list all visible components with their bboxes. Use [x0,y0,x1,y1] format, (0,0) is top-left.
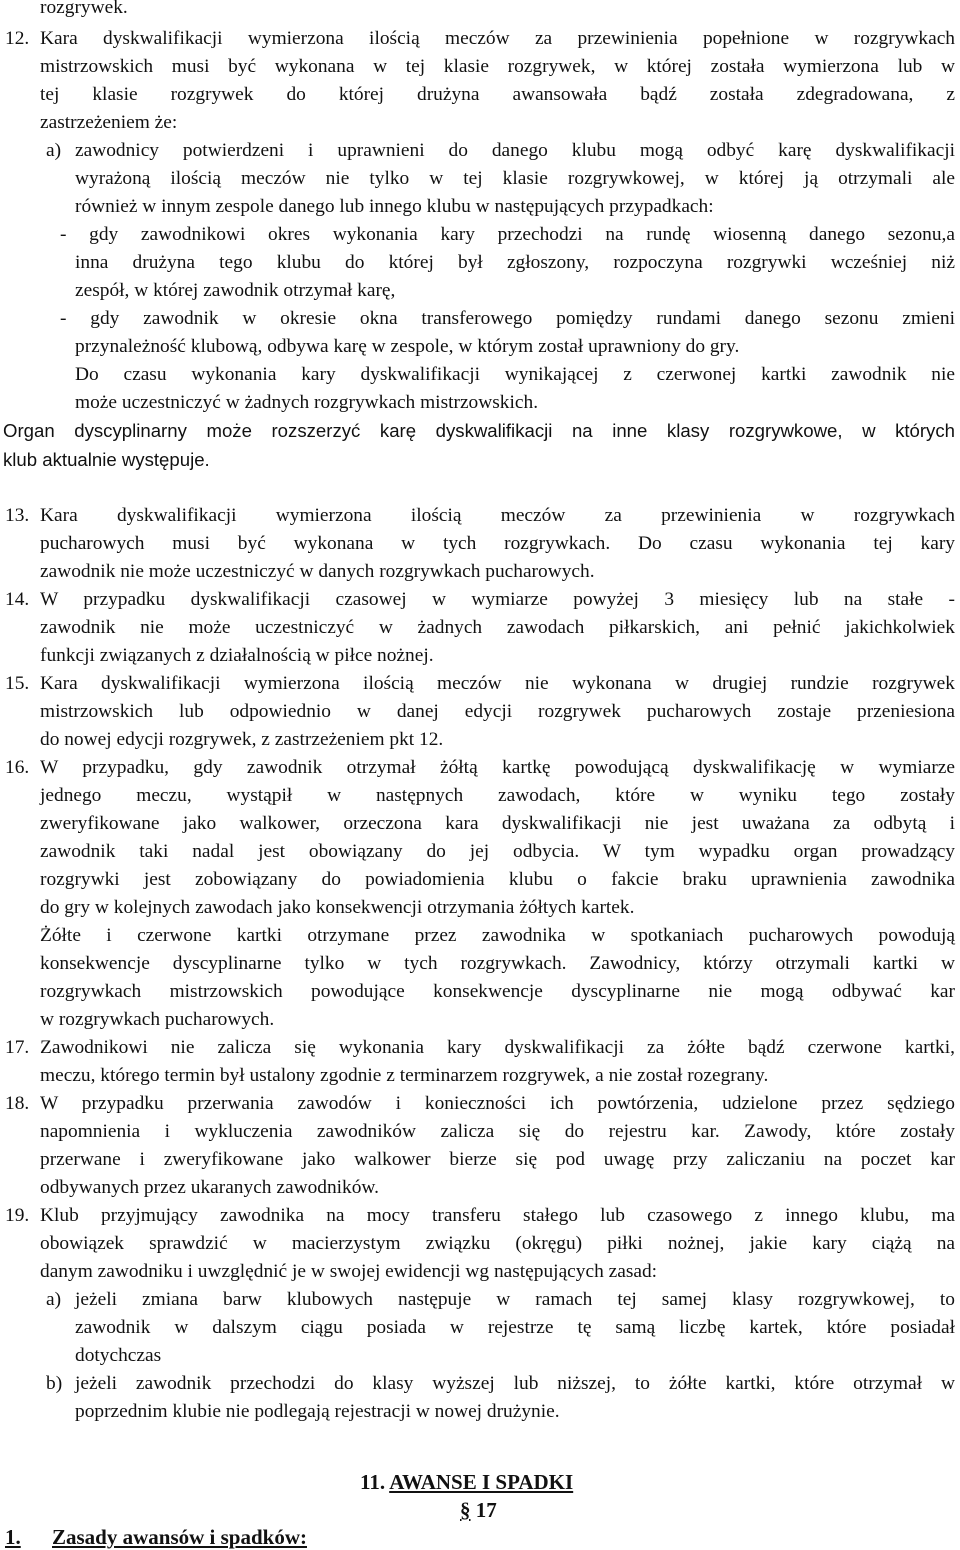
text-line: również w innym zespole danego lub innego klubu w następujących przypadkach: [75,196,714,217]
text-line: inna drużyna tego klubu do której był zgłoszony, rozpoczyna rozgrywki wcześniej niż [75,252,955,273]
item-number: 15. [5,673,30,694]
text-line: zawodnik nie może uczestniczyć w żadnych zawodach piłkarskich, ani pełnić jakichkolwiek [40,617,955,638]
text-line: w rozgrywkach pucharowych. [40,1009,275,1030]
text-line: mistrzowskich musi być wykonana w tej klasie rozgrywek, w której została wymierzona lub w [40,56,955,77]
text-line: Kara dyskwalifikacji wymierzona ilością meczów za przewinienia popełnione w rozgrywkach [40,28,955,49]
item-number: 16. [5,757,30,778]
text-line: przerwane i zweryfikowane jako walkower bierze się pod uwagę przy zaliczaniu na poczet kar [40,1149,955,1170]
text-line: wyrażoną ilością meczów nie tylko w tej klasie rozgrywkowej, w której ją otrzymali ale [75,168,955,189]
text-line: zespół, w której zawodnik otrzymał karę, [75,280,396,301]
text-line: napomnienia i wykluczenia zawodników zalicza się do rejestru kar. Zawody, które zostały [40,1121,955,1142]
text-line: Kara dyskwalifikacji wymierzona ilością meczów nie wykonana w drugiej rundzie rozgrywek [40,673,955,694]
section-mark [460,1497,497,1523]
text-line: zawodnik taki nadal jest obowiązany do jej odbycia. W tym wypadku organ prowadzący [40,841,955,862]
text-line: Zawodnikowi nie zalicza się wykonania kary dyskwalifikacji za żółte bądź czerwone kartki, [40,1037,955,1058]
item-number: 18. [5,1093,30,1114]
text-line: konsekwencje dyscyplinarne tylko w tych rozgrywkach. Zawodnicy, którzy otrzymali kartki w [40,953,955,974]
section-symbol: § [460,1498,471,1522]
text-line: do nowej edycji rozgrywek, z zastrzeżeniem pkt 12. [40,729,444,750]
text-line: obowiązek sprawdzić w macierzystym związku (okręgu) piłki nożnej, jakie kary ciążą na [40,1233,955,1254]
text-line: danym zawodniku i uwzględnić je w swojej ewidencji wg następujących zasad: [40,1261,658,1282]
text-line: poprzednim klubie nie podlegają rejestracji w nowej drużynie. [75,1401,560,1422]
text-line: mistrzowskich lub odpowiednio w danej edycji rozgrywek pucharowych zostaje przeniesiona [40,701,955,722]
text-line: rozgrywkach mistrzowskich powodujące konsekwencje dyscyplinarne nie mogą odbywać kar [40,981,955,1002]
sub-item-letter: a) [46,1289,62,1310]
text-line: zawodnicy potwierdzeni i uprawnieni do danego klubu mogą odbyć karę dyskwalifikacji [75,140,955,161]
text-line: rozgrywek. [40,0,128,18]
sub-item-letter: b) [46,1373,63,1394]
subsection-heading [5,1524,307,1550]
text-line: Do czasu wykonania kary dyskwalifikacji wynikającej z czerwonej kartki zawodnik nie [75,364,955,385]
sub-item-letter: a) [46,140,62,161]
text-line: zawodnik w dalszym ciągu posiada w rejestrze tę samą liczbę kartek, które posiadał [75,1317,955,1338]
text-line: meczu, którego termin był ustalony zgodnie z terminarzem rozgrywek, a nie został rozegrany. [40,1065,769,1086]
item-number: 19. [5,1205,30,1226]
item-number: 14. [5,589,30,610]
text-line: Żółte i czerwone kartki otrzymane przez zawodnika w spotkaniach pucharowych powodują [40,925,955,946]
text-line: Klub przyjmujący zawodnika na mocy transferu stałego lub czasowego z innego klubu, ma [40,1205,955,1226]
text-line: Organ dyscyplinarny może rozszerzyć karę dyskwalifikacji na inne klasy rozgrywkowe, w których [3,420,955,441]
text-line: W przypadku dyskwalifikacji czasowej w wymiarze powyżej 3 miesięcy lub na stałe - [40,589,955,610]
text-line: zawodnik nie może uczestniczyć w danych rozgrywkach pucharowych. [40,561,595,582]
text-line: klub aktualnie występuje. [3,449,210,470]
item-number: 17. [5,1037,30,1058]
subsection-title: Zasady awansów i spadków: [52,1525,307,1549]
text-line: dotychczas [75,1345,162,1366]
text-line: Kara dyskwalifikacji wymierzona ilością meczów za przewinienia w rozgrywkach [40,505,955,526]
text-line: pucharowych musi być wykonana w tych rozgrywkach. Do czasu wykonania tej kary [40,533,955,554]
text-line: - gdy zawodnik w okresie okna transferowego pomiędzy rundami danego sezonu zmieni [60,308,955,329]
text-line: W przypadku, gdy zawodnik otrzymał żółtą kartkę powodującą dyskwalifikację w wymiarze [40,757,955,778]
text-line: jednego meczu, wystąpił w następnych zawodach, które w wyniku tego zostały [40,785,955,806]
section-number: 17 [475,1498,497,1522]
chapter-number: 11. [360,1470,386,1494]
subsection-number: 1. [5,1525,21,1549]
text-line: może uczestniczyć w żadnych rozgrywkach mistrzowskich. [75,392,539,413]
item-number: 12. [5,28,30,49]
text-line: rozgrywki jest zobowiązany do powiadomienia klubu o fakcie braku uprawnienia zawodnika [40,869,955,890]
text-line: zastrzeżeniem że: [40,112,178,133]
text-line: odbywanych przez ukaranych zawodników. [40,1177,380,1198]
text-line: jeżeli zawodnik przechodzi do klasy wyższej lub niższej, to żółte kartki, które otrzymał w [75,1373,955,1394]
text-line: - gdy zawodnikowi okres wykonania kary przechodzi na rundę wiosenną danego sezonu,a [60,224,955,245]
text-line: zweryfikowane jako walkower, orzeczona kara dyskwalifikacji nie jest uważana za odbytą i [40,813,955,834]
text-line: do gry w kolejnych zawodach jako konsekwencji otrzymania żółtych kartek. [40,897,635,918]
text-line: jeżeli zmiana barw klubowych następuje w ramach tej samej klasy rozgrywkowej, to [75,1289,955,1310]
item-number: 13. [5,505,30,526]
text-line: W przypadku przerwania zawodów i konieczności ich powtórzenia, udzielone przez sędziego [40,1093,955,1114]
text-line: przynależność klubową, odbywa karę w zespole, w którym został uprawniony do gry. [75,336,740,357]
chapter-heading [360,1469,573,1495]
text-line: funkcji związanych z działalnością w piłce nożnej. [40,645,434,666]
text-line: tej klasie rozgrywek do której drużyna awansowała bądź została zdegradowana, z [40,84,955,105]
chapter-title: AWANSE I SPADKI [389,1470,574,1494]
